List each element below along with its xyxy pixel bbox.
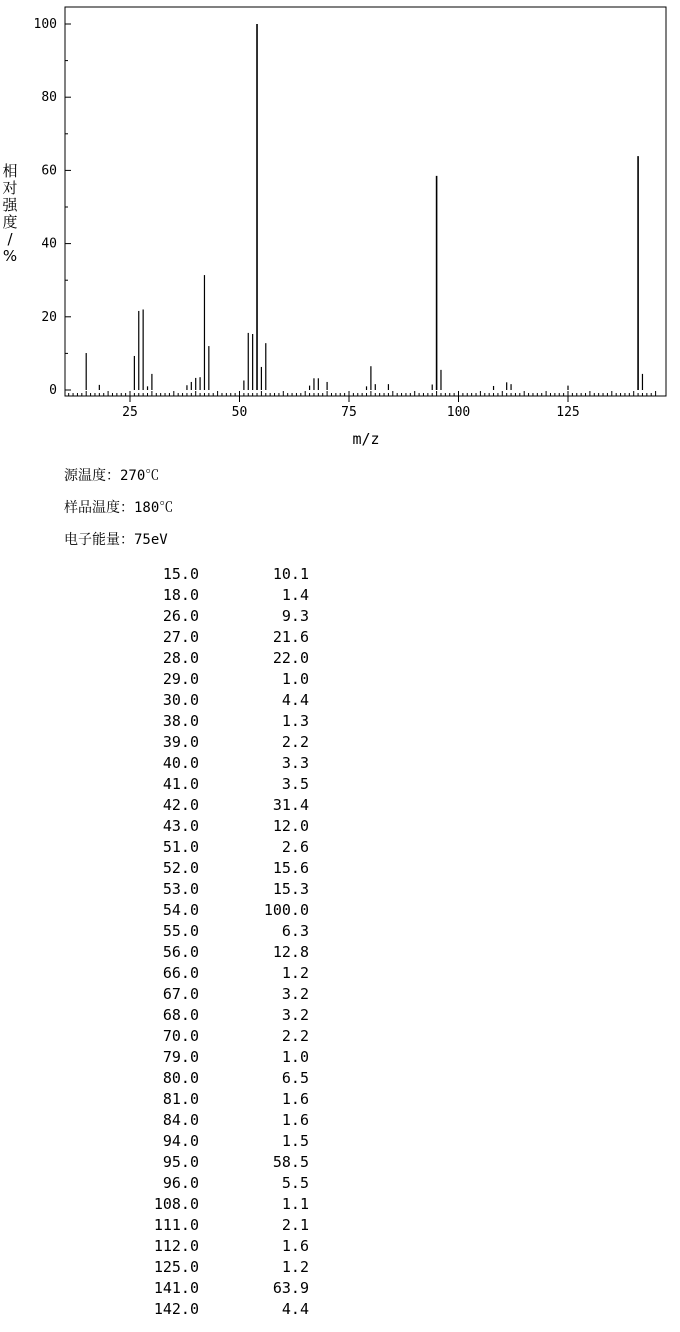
intensity-value: 2.2	[281, 733, 309, 751]
y-tick-label: 20	[41, 309, 57, 325]
x-axis-label: m/z	[352, 430, 380, 448]
y-label-char: %	[2, 247, 18, 265]
mz-value: 39.0	[162, 733, 199, 751]
table-row	[120, 879, 309, 900]
intensity-value: 1.6	[281, 1237, 309, 1255]
mz-value: 53.0	[162, 880, 199, 898]
intensity-value: 21.6	[272, 628, 309, 646]
x-tick-label: 125	[556, 405, 580, 420]
table-row	[120, 1278, 309, 1299]
mz-value: 96.0	[162, 1174, 199, 1192]
mz-value: 15.0	[162, 565, 199, 583]
table-row	[120, 753, 309, 774]
mz-value: 70.0	[162, 1027, 199, 1045]
peak-bars	[86, 24, 642, 390]
table-row	[120, 816, 309, 837]
intensity-value: 4.4	[281, 1300, 309, 1318]
mz-value: 94.0	[162, 1132, 199, 1150]
table-row	[120, 921, 309, 942]
table-row	[120, 585, 309, 606]
sample-temperature: 样品温度：180℃	[64, 500, 174, 516]
mz-value: 54.0	[162, 901, 199, 919]
mz-value: 43.0	[162, 817, 199, 835]
table-row	[120, 1173, 309, 1194]
table-row	[120, 963, 309, 984]
y-label-char: 相	[2, 162, 18, 180]
mz-value: 40.0	[162, 754, 199, 772]
intensity-value: 1.0	[281, 1048, 309, 1066]
table-row	[120, 711, 309, 732]
intensity-value: 2.1	[281, 1216, 309, 1234]
intensity-value: 3.5	[281, 775, 309, 793]
table-row	[120, 942, 309, 963]
mz-value: 29.0	[162, 670, 199, 688]
intensity-value: 4.4	[281, 691, 309, 709]
table-row	[120, 1005, 309, 1026]
intensity-value: 1.5	[281, 1132, 309, 1150]
intensity-value: 2.2	[281, 1027, 309, 1045]
x-tick-label: 25	[122, 405, 138, 420]
intensity-value: 10.1	[272, 565, 309, 583]
table-row	[120, 837, 309, 858]
mz-value: 56.0	[162, 943, 199, 961]
intensity-value: 1.6	[281, 1090, 309, 1108]
mz-value: 55.0	[162, 922, 199, 940]
y-label-char: 度	[2, 213, 18, 231]
y-tick-label: 0	[49, 383, 57, 398]
mz-value: 125.0	[153, 1258, 199, 1276]
intensity-value: 63.9	[272, 1279, 309, 1297]
mz-value: 111.0	[153, 1216, 199, 1234]
table-row	[120, 1026, 309, 1047]
mz-value: 67.0	[162, 985, 199, 1003]
mz-value: 66.0	[162, 964, 199, 982]
table-row	[120, 627, 309, 648]
intensity-value: 15.6	[272, 859, 309, 877]
table-row	[120, 1257, 309, 1278]
mz-value: 26.0	[162, 607, 199, 625]
table-row	[120, 984, 309, 1005]
x-axis-ticks	[122, 396, 580, 420]
mz-value: 81.0	[162, 1090, 199, 1108]
table-row	[120, 1047, 309, 1068]
mz-value: 142.0	[153, 1300, 199, 1318]
intensity-value: 12.0	[272, 817, 309, 835]
y-label-char: /	[7, 230, 13, 248]
y-label-char: 对	[2, 179, 18, 197]
intensity-value: 58.5	[272, 1153, 309, 1171]
x-minor-ticks	[69, 391, 656, 396]
mz-value: 28.0	[162, 649, 199, 667]
peak-table	[120, 564, 309, 1320]
intensity-value: 3.3	[281, 754, 309, 772]
mz-value: 30.0	[162, 691, 199, 709]
y-tick-label: 100	[33, 17, 57, 32]
mz-value: 84.0	[162, 1111, 199, 1129]
mz-value: 68.0	[162, 1006, 199, 1024]
intensity-value: 9.3	[281, 607, 309, 625]
intensity-value: 6.5	[281, 1069, 309, 1087]
intensity-value: 1.0	[281, 670, 309, 688]
table-row	[120, 1194, 309, 1215]
table-row	[120, 1089, 309, 1110]
mz-value: 51.0	[162, 838, 199, 856]
y-label-char: 强	[2, 196, 18, 214]
intensity-value: 3.2	[281, 1006, 309, 1024]
table-row	[120, 1236, 309, 1257]
table-row	[120, 858, 309, 879]
intensity-value: 2.6	[281, 838, 309, 856]
source-temperature: 源温度：270℃	[64, 468, 160, 484]
intensity-value: 31.4	[272, 796, 309, 814]
intensity-value: 1.4	[281, 586, 309, 604]
mz-value: 41.0	[162, 775, 199, 793]
table-row	[120, 1068, 309, 1089]
plot-frame	[65, 7, 666, 396]
intensity-value: 3.2	[281, 985, 309, 1003]
table-row	[120, 1110, 309, 1131]
table-row	[120, 1299, 309, 1320]
intensity-value: 1.1	[281, 1195, 309, 1213]
intensity-value: 1.3	[281, 712, 309, 730]
electron-energy: 电子能量：75eV	[64, 532, 168, 548]
mz-value: 141.0	[153, 1279, 199, 1297]
intensity-value: 15.3	[272, 880, 309, 898]
table-row	[120, 900, 309, 921]
y-tick-label: 60	[41, 163, 57, 179]
table-row	[120, 732, 309, 753]
x-tick-label: 100	[446, 405, 471, 420]
mz-value: 108.0	[153, 1195, 199, 1213]
mz-value: 18.0	[162, 586, 199, 604]
intensity-value: 5.5	[281, 1174, 309, 1192]
intensity-value: 22.0	[272, 649, 309, 667]
x-tick-label: 75	[341, 405, 357, 420]
table-row	[120, 795, 309, 816]
mz-value: 95.0	[162, 1153, 199, 1171]
intensity-value: 1.2	[281, 964, 309, 982]
table-row	[120, 606, 309, 627]
table-row	[120, 648, 309, 669]
table-row	[120, 564, 309, 585]
table-row	[120, 669, 309, 690]
table-row	[120, 1131, 309, 1152]
mz-value: 79.0	[162, 1048, 199, 1066]
table-row	[120, 1215, 309, 1236]
mz-value: 80.0	[162, 1069, 199, 1087]
mz-value: 112.0	[153, 1237, 199, 1255]
intensity-value: 1.6	[281, 1111, 309, 1129]
table-row	[120, 774, 309, 795]
intensity-value: 1.2	[281, 1258, 309, 1276]
mz-value: 52.0	[162, 859, 199, 877]
table-row	[120, 1152, 309, 1173]
intensity-value: 100.0	[263, 901, 309, 919]
mz-value: 38.0	[162, 712, 199, 730]
intensity-value: 12.8	[272, 943, 309, 961]
x-tick-label: 50	[231, 405, 248, 420]
intensity-value: 6.3	[281, 922, 309, 940]
y-axis-label	[2, 162, 18, 265]
y-tick-label: 80	[41, 90, 57, 106]
table-row	[120, 690, 309, 711]
mz-value: 42.0	[162, 796, 199, 814]
y-tick-label: 40	[41, 236, 57, 252]
mass-spectrum-chart	[0, 0, 680, 455]
mz-value: 27.0	[162, 628, 199, 646]
